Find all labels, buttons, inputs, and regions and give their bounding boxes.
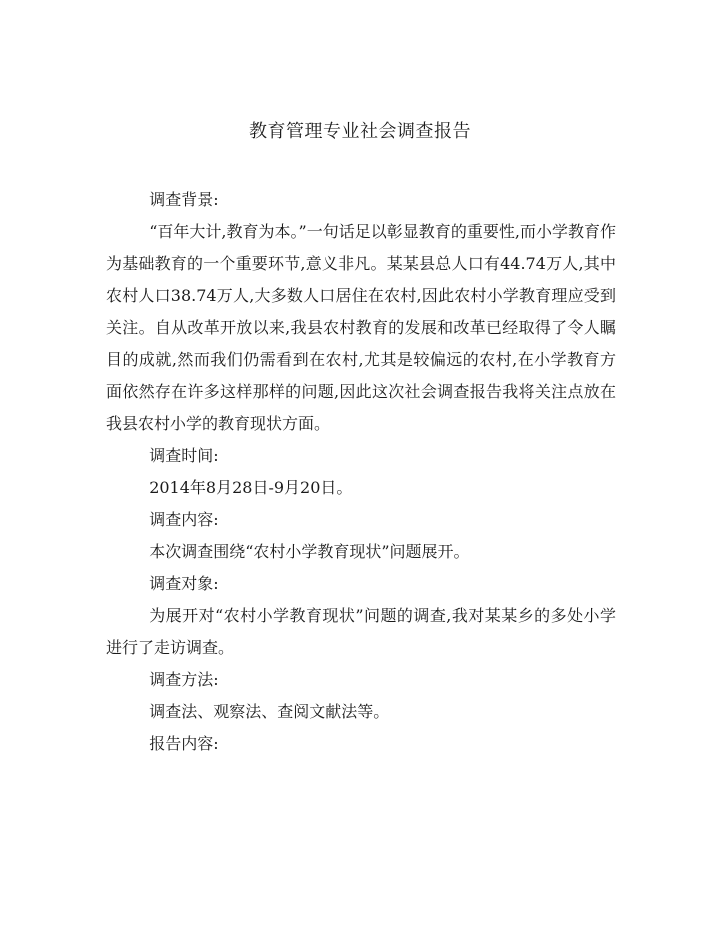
section-heading-report: 报告内容:	[149, 734, 219, 753]
section-heading-method: 调查方法:	[149, 670, 219, 689]
section-heading-time: 调查时间:	[149, 446, 219, 465]
subject-paragraph: 为展开对“农村小学教育现状”问题的调查,我对某某乡的多处小学进行了走访调查。	[106, 606, 616, 657]
content-paragraph: 本次调查围绕“农村小学教育现状”问题展开。	[149, 542, 470, 561]
background-paragraph: “百年大计,教育为本。”一句话足以彰显教育的重要性,而小学教育作为基础教育的一个重要环节,意义非凡。某某县总人口有44.74万人,其中农村人口38.74万人,大多数人口居住在农村,因此农村小学教育理应受到关注。自从改革开放以来,我县农村教育的发展和改革已经取得了令人瞩目的成就,然而我们仍需看到在农村,尤其是较偏远的农村,在小学教育方面依然存在许多这样那样的问题,因此这次社会调查报告我将关注点放在我县农村小学的教育现状方面。	[106, 222, 616, 433]
document-title: 教育管理专业社会调查报告	[249, 121, 471, 142]
time-paragraph: 2014年8月28日-9月20日。	[149, 478, 353, 497]
section-heading-content: 调查内容:	[149, 510, 219, 529]
section-heading-background: 调查背景:	[149, 190, 219, 209]
document-body	[106, 184, 616, 760]
method-paragraph: 调查法、观察法、查阅文献法等。	[149, 702, 390, 721]
section-heading-subject: 调查对象:	[149, 574, 219, 593]
